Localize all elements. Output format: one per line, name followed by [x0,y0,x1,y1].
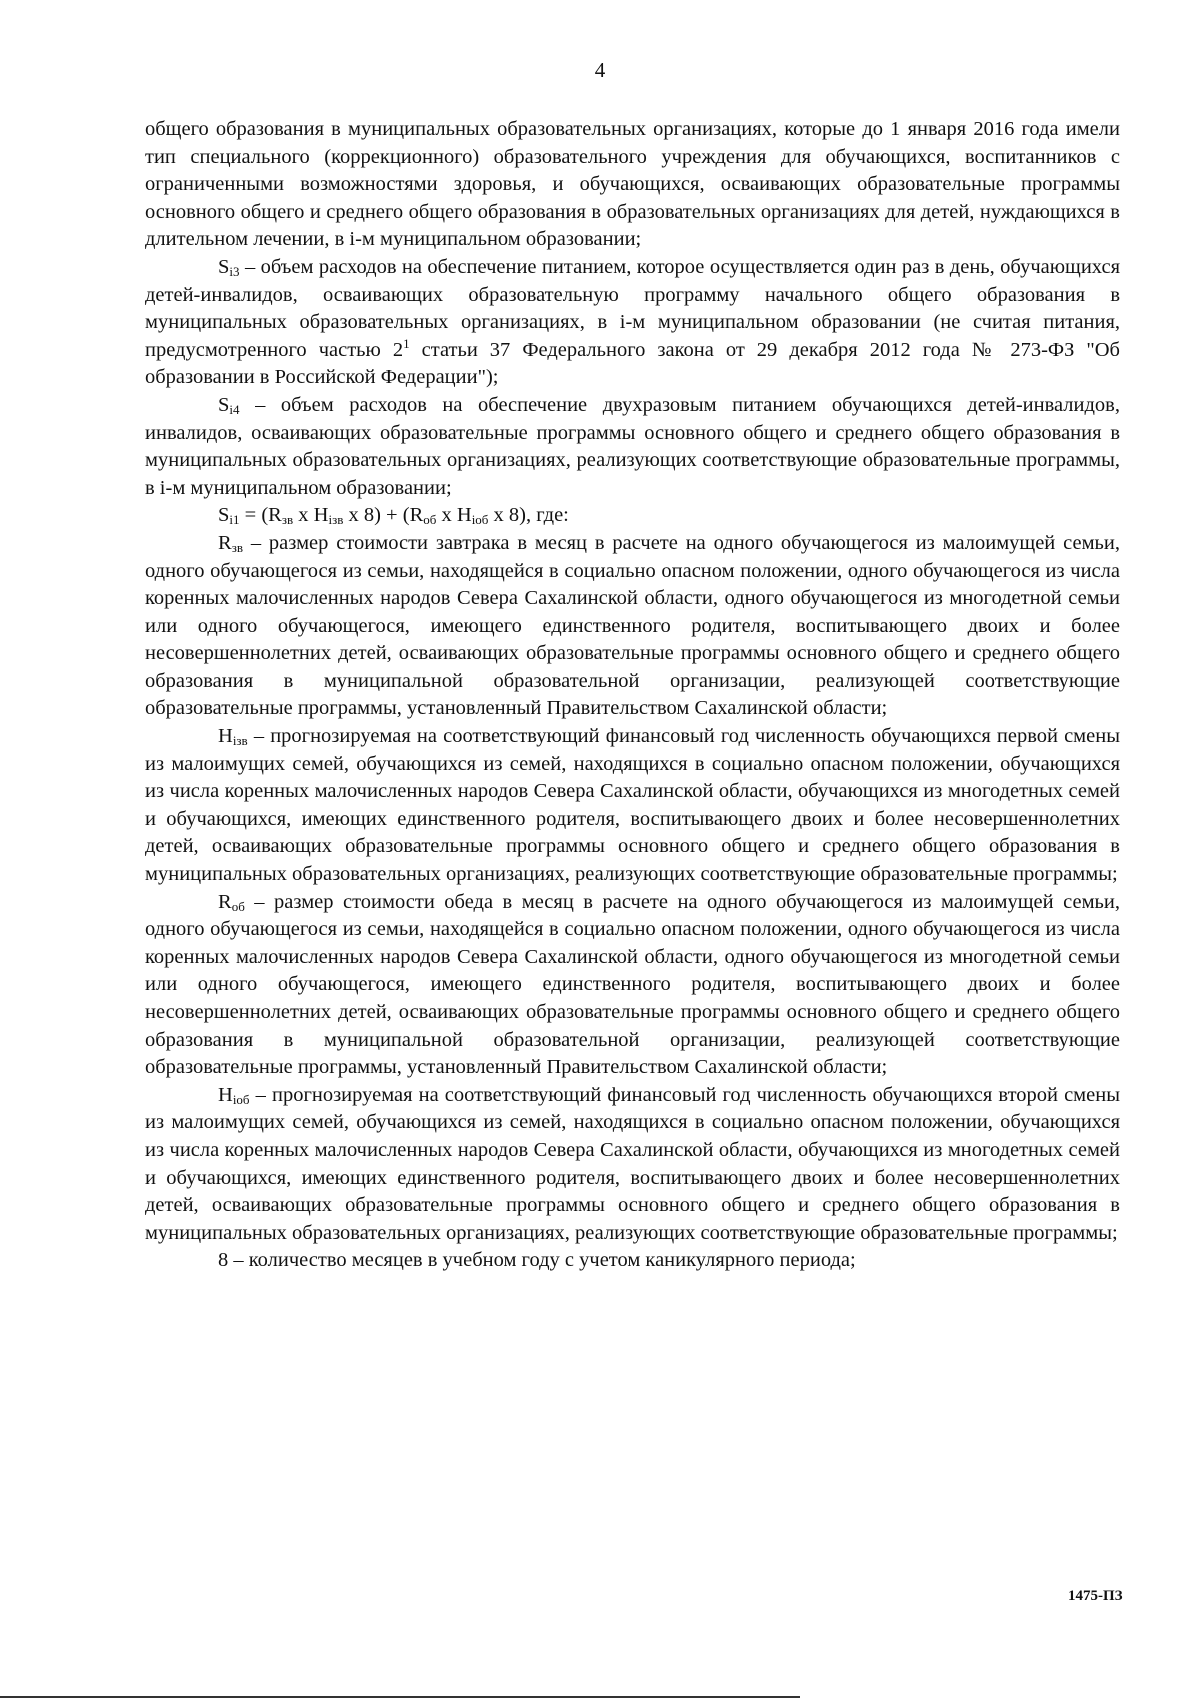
formula-operator: x 8) + ( [343,504,410,527]
formula-symbol: R [409,504,424,527]
page-number: 4 [594,58,606,82]
formula-symbol: H [456,504,472,527]
definition-text: – объем расходов на обеспечение двухразовым питанием обучающихся детей-инвалидов, инвалидов, осваивающих образовательные программы основного общего и среднего общего образования в муниципальных образовательных организациях, реализующих соответствующие образовательные программы, в i-м муниципальном образовании; [145,393,1120,499]
definition-months: 8 – количество месяцев в учебном году с учетом каникулярного периода; [218,1249,856,1272]
formula-subscript: об [423,512,437,528]
symbol: S [218,255,230,278]
definition-text: – объем расходов на обеспечение питанием, которое осуществляется один раз в день, обучающихся детей-инвалидов, осваивающих образовательную программу начального общего образования в муниципальных образовательных организациях, в i-м муниципальном образовании (не считая питания, предусмотренного частью 2 [145,255,1120,361]
definition-rob [145,889,1120,1082]
definition-text: – прогнозируемая на соответствующий финансовый год численность обучающихся второй смены из малоимущих семей, обучающихся из семей, находящихся в социально опасном положении, обучающихся из числа коренных малочисленных народов Севера Сахалинской области, обучающихся из многодетных семей и обучающихся, имеющих единственного родителя, воспитывающего двоих и более несовершеннолетних детей, осваивающих образовательные программы основного общего и среднего общего образования в муниципальных образовательных организациях, реализующих соответствующие образовательные программы; [145,1083,1120,1244]
symbol-subscript: iзв [232,733,248,749]
formula-symbol: R [268,504,282,527]
definition-si3 [145,254,1120,392]
definition-hiob [145,1082,1120,1248]
paragraph-continuation: общего образования в муниципальных образовательных организациях, которые до 1 января 2016 года имели тип специального (коррекционного) образовательного учреждения для обучающихся, воспитанников с ограниченными возможностями здоровья, и обучающихся, осваивающих образовательные программы основного общего и среднего общего образования в образовательных организациях для детей, нуждающихся в длительном лечении, в i-м муниципальном образовании; [145,118,1120,251]
symbol-subscript: i4 [229,401,240,417]
document-code: 1475-ПЗ [1068,1588,1123,1604]
formula-operator: = ( [239,504,269,527]
symbol: R [218,531,232,554]
formula-subscript: iоб [471,512,489,528]
document-body [145,116,1120,1275]
formula-symbol: S [218,504,230,527]
symbol: R [218,890,232,913]
definition-hizv [145,723,1120,889]
definition-text: – размер стоимости обеда в месяц в расчете на одного обучающегося из малоимущей семьи, одного обучающегося из семьи, находящейся в социально опасном положении, одного обучающегося из числа коренных малочисленных народов Севера Сахалинской области, одного обучающегося из многодетной семьи или одного обучающегося, имеющего единственного родителя, воспитывающего двоих и более несовершеннолетних детей, осваивающих образовательные программы основного общего и среднего общего образования в муниципальной образовательной организации, реализующей соответствующие образовательные программы, установленный Правительством Сахалинской области; [145,890,1120,1079]
symbol-subscript: i3 [229,263,240,279]
definition-text: – размер стоимости завтрака в месяц в расчете на одного обучающегося из малоимущей семьи, одного обучающегося из семьи, находящейся в социально опасном положении, одного обучающегося из числа коренных малочисленных народов Севера Сахалинской области, одного обучающегося из многодетной семьи или одного обучающегося, имеющего единственного родителя, воспитывающего двоих и более несовершеннолетних детей, осваивающих образовательные программы основного общего и среднего общего образования в муниципальной образовательной организации, реализующей соответствующие образовательные программы, установленный Правительством Сахалинской области; [145,531,1120,720]
symbol: S [218,393,230,416]
formula-operator: x [436,504,457,527]
definition-text: статьи 37 Федерального закона от 29 декабря 2012 года № 273-ФЗ "Об образовании в Российской Федерации"); [145,338,1120,389]
symbol: H [218,1083,233,1106]
formula-subscript: i1 [229,512,240,528]
symbol: H [218,725,233,748]
symbol-subscript: iоб [232,1091,250,1107]
definition-rzv [145,530,1120,723]
definition-si4 [145,392,1120,502]
symbol-subscript: об [231,898,245,914]
formula-subscript: iзв [328,512,344,528]
formula [145,502,1120,530]
formula-subscript: зв [281,512,294,528]
formula-operator: x 8), где: [488,504,569,527]
formula-symbol: H [313,504,329,527]
formula-operator: x [293,504,314,527]
scan-edge-line [0,1696,800,1698]
symbol-subscript: зв [231,539,243,555]
superscript: 1 [403,335,410,351]
definition-text: – прогнозируемая на соответствующий финансовый год численность обучающихся первой смены из малоимущих семей, обучающихся из семей, находящихся в социально опасном положении, обучающихся из числа коренных малочисленных народов Севера Сахалинской области, обучающихся из многодетных семей и обучающихся, имеющих единственного родителя, воспитывающего двоих и более несовершеннолетних детей, осваивающих образовательные программы основного общего и среднего общего образования в муниципальных образовательных организациях, реализующих соответствующие образовательные программы; [145,725,1120,886]
